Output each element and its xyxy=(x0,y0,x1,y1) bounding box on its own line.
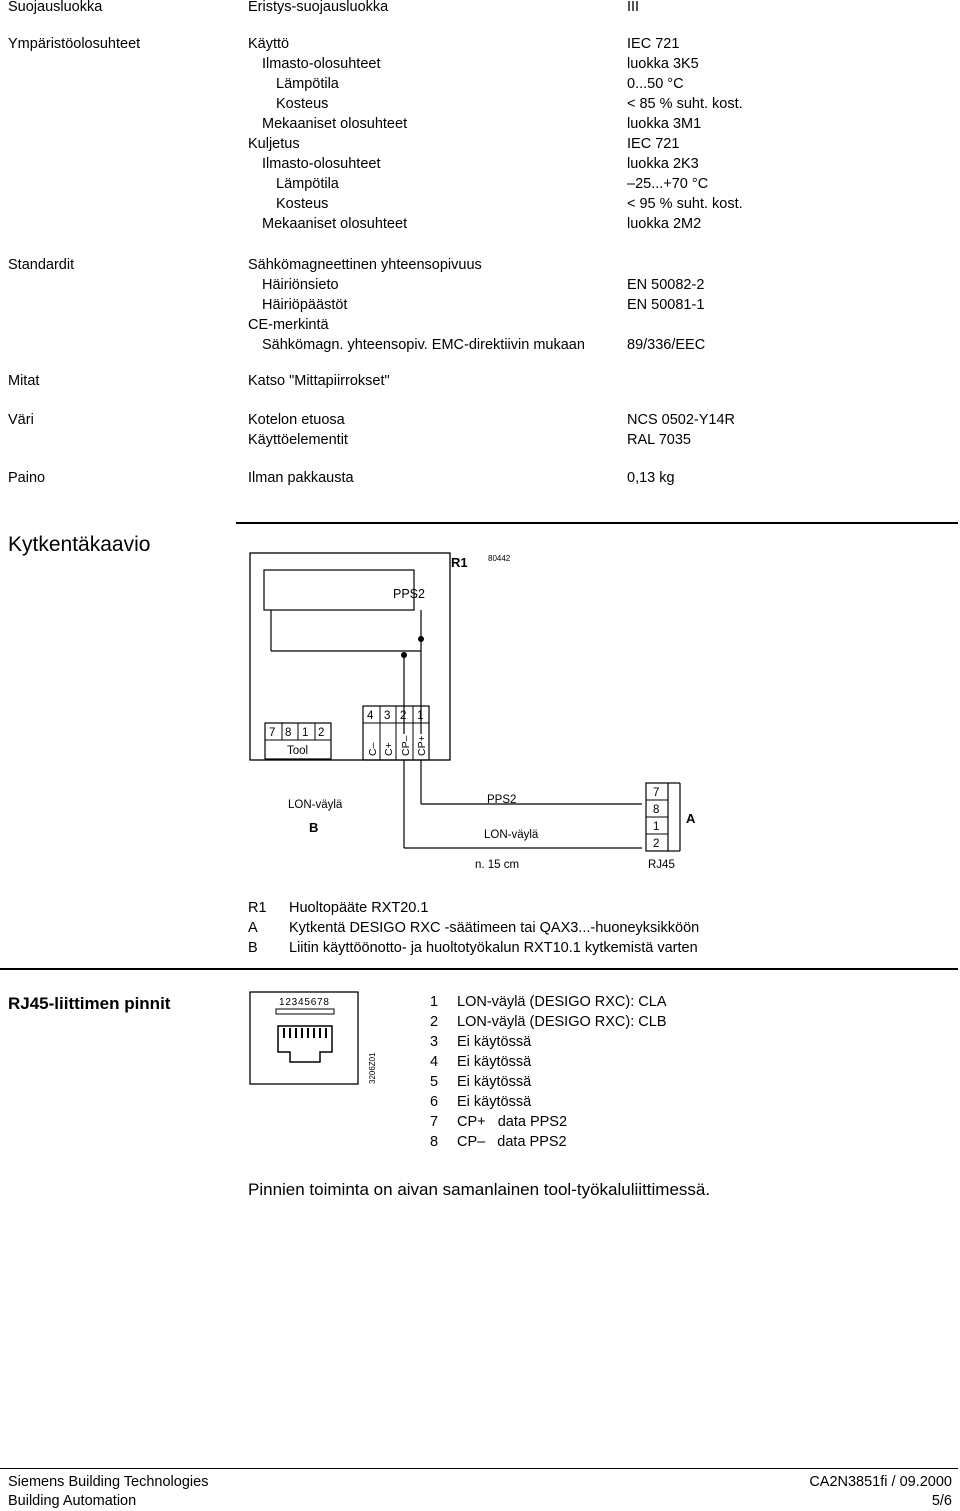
rj45-heading: RJ45-liittimen pinnit xyxy=(8,994,171,1013)
bus-pin: 4 xyxy=(367,710,374,722)
footer-company: Siemens Building Technologies xyxy=(8,1474,209,1490)
footer-page: 5/6 xyxy=(931,1493,952,1509)
spec-label: Standardit xyxy=(8,257,75,273)
pin-number: 3 xyxy=(430,1034,439,1050)
footer-rule xyxy=(0,1468,958,1469)
spec-value: III xyxy=(627,0,640,15)
pin-description: Ei käytössä xyxy=(457,1054,532,1070)
junction-dot xyxy=(418,636,424,642)
drawing-code: 80442 xyxy=(488,554,511,563)
legend-text: Liitin käyttöönotto- ja huoltotyökalun RXT10.1 kytkemistä varten xyxy=(289,940,698,956)
spec-value: NCS 0502-Y14R xyxy=(627,412,735,428)
spec-item: Kotelon etuosa xyxy=(248,412,345,428)
spec-item: CE-merkintä xyxy=(248,317,329,333)
rj45-drawing-code: 3206Z01 xyxy=(368,1052,377,1084)
display-window xyxy=(264,570,414,610)
section-rule xyxy=(236,522,958,524)
bus-pin: 1 xyxy=(417,710,424,722)
rj45-pin-numbers: 1 2 3 4 5 6 7 8 xyxy=(279,997,328,1008)
spec-value: IEC 721 xyxy=(627,136,680,152)
section-rule xyxy=(0,968,958,970)
pin-description: CP– data PPS2 xyxy=(457,1134,567,1150)
bus-signal: C– xyxy=(367,742,379,756)
legend-key: A xyxy=(248,920,258,936)
pin-description: Ei käytössä xyxy=(457,1074,532,1090)
spec-value: EN 50082-2 xyxy=(627,277,705,293)
rj45-pin: 2 xyxy=(653,838,660,850)
spec-value: 0,13 kg xyxy=(627,470,675,486)
spec-item: Kuljetus xyxy=(248,136,300,152)
device-outline xyxy=(250,553,450,760)
rj45-socket-drawing xyxy=(248,986,384,1088)
spec-value: 89/336/EEC xyxy=(627,337,706,353)
bus-pin: 2 xyxy=(400,710,407,722)
pin-description: LON-väylä (DESIGO RXC): CLA xyxy=(457,994,667,1010)
tool-pin: 2 xyxy=(318,727,325,739)
spec-item: Lämpötila xyxy=(276,76,339,92)
pps2-label: PPS2 xyxy=(393,587,425,601)
spec-value: –25...+70 °C xyxy=(627,176,709,192)
spec-item: Sähkömagneettinen yhteensopivuus xyxy=(248,257,482,273)
pin-description: CP+ data PPS2 xyxy=(457,1114,568,1130)
spec-value: < 95 % suht. kost. xyxy=(627,196,743,212)
tool-pin: 1 xyxy=(302,727,309,739)
spec-item: Käyttöelementit xyxy=(248,432,348,448)
spec-value: 0...50 °C xyxy=(627,76,684,92)
tool-label: Tool xyxy=(287,745,309,757)
spec-label: Väri xyxy=(8,412,34,428)
pin-number: 8 xyxy=(430,1134,439,1150)
pin-description: Ei käytössä xyxy=(457,1034,532,1050)
pin-number: 1 xyxy=(430,994,439,1010)
spec-item: Sähkömagn. yhteensopiv. EMC-direktiivin mukaan xyxy=(262,337,585,353)
spec-item: Mekaaniset olosuhteet xyxy=(262,116,408,132)
spec-label: Ympäristöolosuhteet xyxy=(8,36,141,52)
spec-label: Paino xyxy=(8,470,46,486)
spec-item: Häiriöpäästöt xyxy=(262,297,348,313)
pin-number: 5 xyxy=(430,1074,439,1090)
spec-item: Mekaaniset olosuhteet xyxy=(262,216,408,232)
rj45-label: RJ45 xyxy=(648,859,675,871)
pin-number: 7 xyxy=(430,1114,439,1130)
footer-doc-id: CA2N3851fi / 09.2000 xyxy=(809,1474,952,1490)
tool-pin: 7 xyxy=(269,727,276,739)
pin-number: 4 xyxy=(430,1054,439,1070)
spec-item: Ilmasto-olosuhteet xyxy=(262,156,381,172)
pin-description: LON-väylä (DESIGO RXC): CLB xyxy=(457,1014,667,1030)
legend-text: Kytkentä DESIGO RXC -säätimeen tai QAX3...-huoneyksikköön xyxy=(289,920,700,936)
spec-value: luokka 2K3 xyxy=(627,156,699,172)
pin-number: 6 xyxy=(430,1094,439,1110)
spec-value: EN 50081-1 xyxy=(627,297,705,313)
spec-label: Mitat xyxy=(8,373,40,389)
rj45-pin: 7 xyxy=(653,787,660,799)
legend-text: Huoltopääte RXT20.1 xyxy=(289,900,429,916)
pin-description: Ei käytössä xyxy=(457,1094,532,1110)
spec-item: Häiriönsieto xyxy=(262,277,339,293)
spec-value: luokka 3K5 xyxy=(627,56,699,72)
footer-division: Building Automation xyxy=(8,1493,137,1509)
spec-value: luokka 3M1 xyxy=(627,116,702,132)
spec-item: Kosteus xyxy=(276,96,329,112)
device-label: R1 xyxy=(451,555,468,570)
rj45-pin: 8 xyxy=(653,804,660,816)
pin-note: Pinnien toiminta on aivan samanlainen tool-työkaluliittimessä. xyxy=(248,1180,711,1199)
lon-cable-label: LON-väylä xyxy=(484,829,539,841)
spec-item: Käyttö xyxy=(248,36,290,52)
spec-item: Eristys-suojausluokka xyxy=(248,0,389,15)
spec-item: Katso "Mittapiirrokset" xyxy=(248,373,390,389)
spec-value: < 85 % suht. kost. xyxy=(627,96,743,112)
tool-pin: 8 xyxy=(285,727,292,739)
b-label: B xyxy=(309,820,319,835)
pin-number: 2 xyxy=(430,1014,439,1030)
bus-pin: 3 xyxy=(384,710,391,722)
spec-item: Lämpötila xyxy=(276,176,339,192)
spec-value: luokka 2M2 xyxy=(627,216,702,232)
spec-item: Ilmasto-olosuhteet xyxy=(262,56,381,72)
spec-value: IEC 721 xyxy=(627,36,680,52)
length-label: n. 15 cm xyxy=(475,859,520,871)
spec-item: Ilman pakkausta xyxy=(248,470,354,486)
spec-label: Suojausluokka xyxy=(8,0,103,15)
bus-signal: CP– xyxy=(400,735,412,756)
rj45-pin: 1 xyxy=(653,821,660,833)
spec-value: RAL 7035 xyxy=(627,432,691,448)
legend-key: B xyxy=(248,940,258,956)
bus-signal: CP+ xyxy=(416,735,428,756)
lon-left-label: LON-väylä xyxy=(288,799,343,811)
legend-key: R1 xyxy=(248,900,267,916)
bus-signal: C+ xyxy=(383,742,395,756)
wiring-heading: Kytkentäkaavio xyxy=(8,533,151,556)
pps2-cable-label: PPS2 xyxy=(487,794,517,806)
spec-item: Kosteus xyxy=(276,196,329,212)
a-label: A xyxy=(686,811,696,826)
wiring-diagram xyxy=(230,540,750,880)
